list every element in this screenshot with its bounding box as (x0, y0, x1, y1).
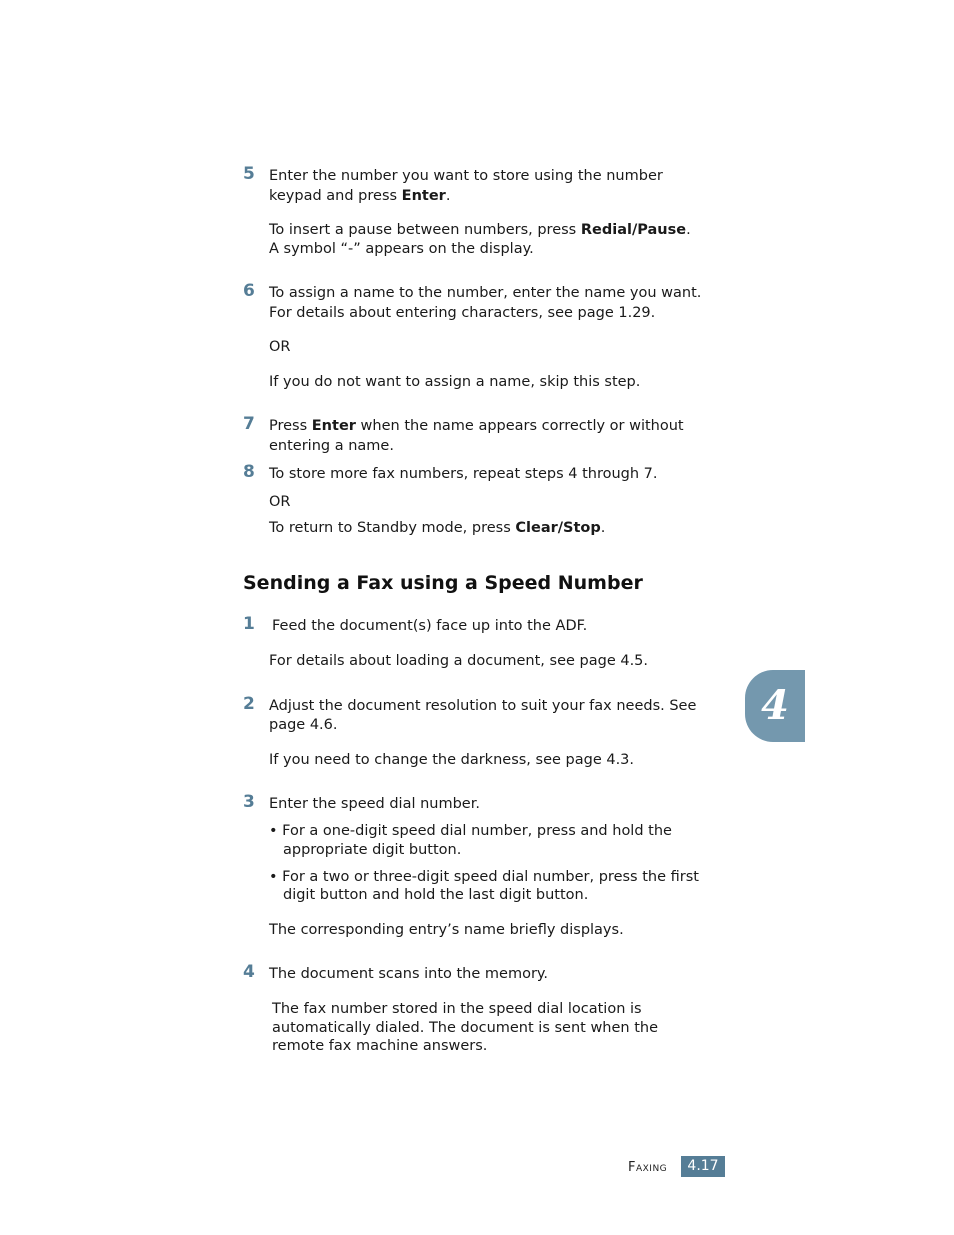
step-6-text-line3: If you do not want to assign a name, skip this step. (269, 374, 641, 390)
step-number-7: 7 (243, 414, 255, 434)
step-5-line2-post: . (445, 188, 451, 204)
section-step-4-line1: The document scans into the memory. (269, 966, 549, 982)
section-step-number-1: 1 (243, 614, 255, 634)
step-7-text-line2: entering a name. (269, 438, 394, 454)
section-heading: Sending a Fax using a Speed Number (243, 572, 643, 594)
step-5-text-line2 (269, 187, 719, 206)
step-number-8: 8 (243, 462, 255, 482)
step-number-6: 6 (243, 281, 255, 301)
step-5-text-line1: Enter the number you want to store using the number (269, 168, 663, 184)
section-step-3-bullet1-line1: • For a one-digit speed dial number, press and hold the (269, 823, 672, 839)
section-step-number-3: 3 (243, 792, 255, 812)
section-step-number-4: 4 (243, 962, 255, 982)
step-5-note-line2: A symbol “-” appears on the display. (269, 241, 534, 257)
footer-section-label: Faxing (628, 1160, 668, 1175)
step-8-text-line1: To store more fax numbers, repeat steps 4 through 7. (269, 466, 658, 482)
step-7-line1-pre: Press (269, 418, 312, 434)
footer-page-number: 4.17 (681, 1156, 725, 1177)
step-8-line2-pre: To return to Standby mode, press (269, 520, 516, 536)
step-7-enter-key: Enter (311, 418, 356, 434)
section-step-3-bullet2-line2: digit button and hold the last digit button. (283, 887, 589, 903)
section-step-4-line3: automatically dialed. The document is sent when the (272, 1020, 659, 1036)
chapter-tab (745, 670, 805, 742)
step-5-enter-key: Enter (401, 188, 446, 204)
step-8-clear-stop-key: Clear/Stop (515, 520, 601, 536)
step-7-line1-post: when the name appears correctly or without (355, 418, 684, 434)
step-6-text-line1: To assign a name to the number, enter the name you want. (269, 285, 702, 301)
step-5-line2-pre: keypad and press (269, 188, 402, 204)
section-step-2-line2: page 4.6. (269, 717, 338, 733)
section-step-number-2: 2 (243, 694, 255, 714)
section-step-1-line1: Feed the document(s) face up into the ADF. (272, 618, 588, 634)
step-5-redial-key: Redial/Pause (580, 222, 687, 238)
step-8-line2-post: . (600, 520, 606, 536)
step-5-note1-pre: To insert a pause between numbers, press (269, 222, 581, 238)
section-step-3-bullet2-line1: • For a two or three-digit speed dial number, press the first (269, 869, 699, 885)
step-5-note1-post: . (686, 222, 691, 238)
step-6-text-line2: For details about entering characters, see page 1.29. (269, 305, 656, 321)
section-step-2-line3: If you need to change the darkness, see page 4.3. (269, 752, 635, 768)
step-number-5: 5 (243, 164, 255, 184)
section-step-3-line1: Enter the speed dial number. (269, 796, 480, 812)
section-step-3-bullet1-line2: appropriate digit button. (283, 842, 462, 858)
section-step-1-line2: For details about loading a document, see page 4.5. (269, 653, 649, 669)
step-8-or: OR (269, 494, 291, 510)
section-step-4-line4: remote fax machine answers. (272, 1038, 488, 1054)
step-8-text-line2 (269, 519, 719, 538)
chapter-tab-number: 4 (761, 682, 789, 729)
section-step-3-line2: The corresponding entry’s name briefly displays. (269, 922, 624, 938)
step-7-text-line1 (269, 417, 719, 436)
step-5-note-line1 (269, 221, 719, 240)
step-6-or: OR (269, 339, 291, 355)
section-step-4-line2: The fax number stored in the speed dial location is (272, 1001, 642, 1017)
section-step-2-line1: Adjust the document resolution to suit your fax needs. See (269, 698, 697, 714)
